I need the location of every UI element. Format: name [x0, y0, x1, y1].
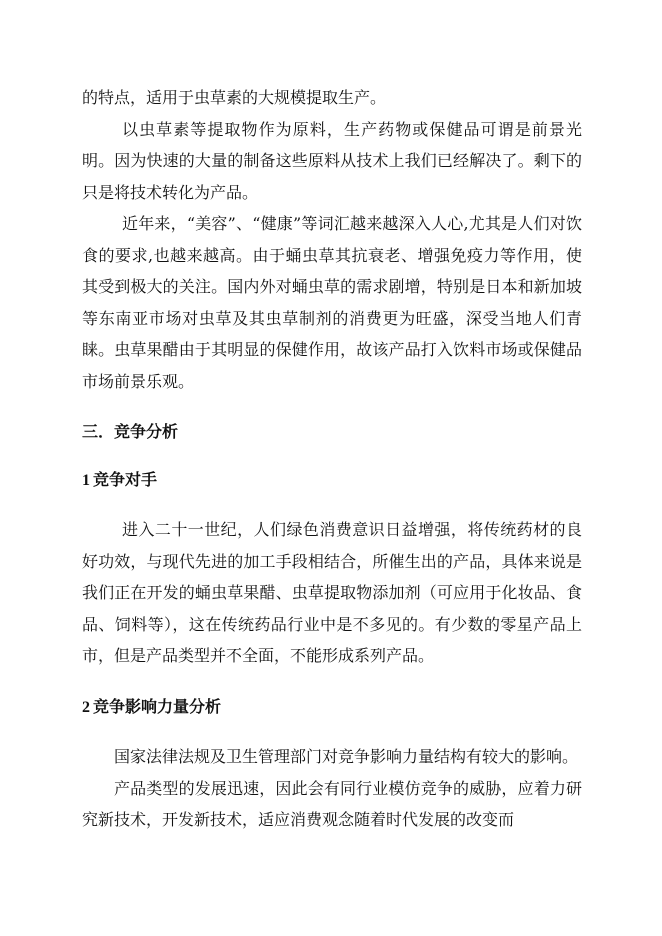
paragraph-continuation: 的特点，适用于虫草素的大规模提取生产。 — [82, 88, 387, 107]
paragraph-competitors: 进入二十一世纪，人们绿色消费意识日益增强，将传统药材的良好功效，与现代先进的加工手段相结合，所催生出的产品，具体来说是我们正在开发的蛹虫草果醋、虫草提取物添加剂（可应用于化妆品、食品、饲料等），这在传统药品行业中是不多见的。有少数的零星产品上市，但是产品类型并不全面，不能形成系列产品。 — [82, 520, 582, 665]
subsection-title: 竞争影响力量分析 — [93, 696, 222, 716]
subsection-number: 1 — [82, 471, 90, 489]
subsection-heading-competitors — [82, 464, 582, 497]
document-body — [82, 82, 582, 836]
subsection-title: 竞争对手 — [93, 469, 158, 489]
paragraph-regulation: 国家法律法规及卫生管理部门对竞争影响力量结构有较大的影响。 — [114, 747, 579, 766]
paragraph-product-development: 产品类型的发展迅速，因此会有同行业模仿竞争的威胁，应着力研究新技术，开发新技术，适应消费观念随着时代发展的改变而 — [82, 778, 582, 829]
paragraph-raw-materials: 以虫草素等提取物作为原料，生产药物或保健品可谓是前景光明。因为快速的大量的制备这些原料从技术上我们已经解决了。剩下的只是将技术转化为产品。 — [82, 119, 582, 202]
subsection-heading-competitive-forces — [82, 691, 582, 724]
section-heading-competition-analysis: 三．竞争分析 — [82, 422, 179, 441]
subsection-number: 2 — [82, 698, 90, 716]
paragraph-market-trend: 近年来，“美容”、“健康”等词汇越来越深入人心,尤其是人们对饮食的要求,也越来越高。由于蛹虫草其抗衰老、增强免疫力等作用，使其受到极大的关注。国内外对蛹虫草的需求剧增，特别是日本和新加坡等东南亚市场对虫草及其虫草制剂的消费更为旺盛，深受当地人们青睐。虫草果醋由于其明显的保健作用，故该产品打入饮料市场或保健品市场前景乐观。 — [82, 214, 582, 391]
